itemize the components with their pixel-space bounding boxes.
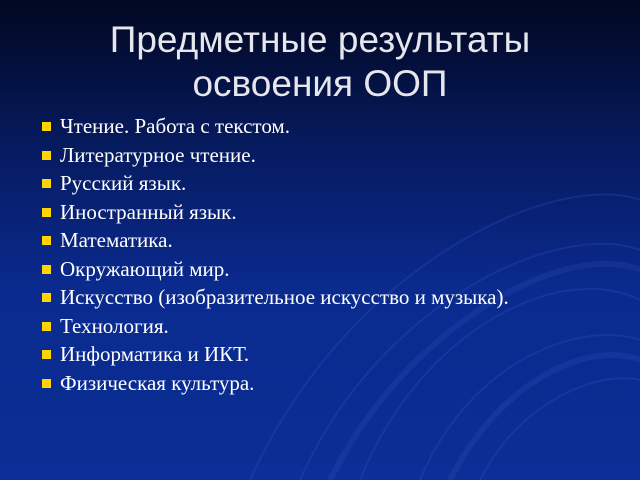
list-item <box>40 370 600 395</box>
list-item-text: Окружающий мир. <box>60 256 230 281</box>
square-bullet-icon <box>42 122 51 131</box>
slide-title-line1: Предметные результаты <box>109 19 531 60</box>
square-bullet-icon <box>42 293 51 302</box>
list-item <box>40 142 600 167</box>
list-item <box>40 199 600 224</box>
square-bullet-icon <box>42 151 51 160</box>
list-item <box>40 173 600 194</box>
list-item-text: Математика. <box>60 228 173 252</box>
list-item-text: Искусство (изобразительное искусство и музыка). <box>60 285 509 309</box>
list-item-text: Иностранный язык. <box>60 199 237 224</box>
list-item <box>40 256 600 281</box>
slide-title-line2: освоения ООП <box>192 63 448 104</box>
square-bullet-icon <box>42 179 51 188</box>
list-item-text: Информатика и ИКТ. <box>60 342 250 366</box>
list-item <box>40 344 600 365</box>
square-bullet-icon <box>42 350 51 359</box>
square-bullet-icon <box>42 208 51 217</box>
list-item-text: Чтение. Работа с текстом. <box>60 114 290 138</box>
square-bullet-icon <box>42 265 51 274</box>
list-item <box>40 230 600 251</box>
square-bullet-icon <box>42 236 51 245</box>
list-item-text: Русский язык. <box>60 171 187 195</box>
list-item-text: Литературное чтение. <box>60 142 256 167</box>
list-item <box>40 116 600 137</box>
square-bullet-icon <box>42 322 51 331</box>
square-bullet-icon <box>42 379 51 388</box>
subject-results-list <box>40 116 600 401</box>
list-item-text: Технология. <box>60 313 169 338</box>
list-item <box>40 287 600 308</box>
list-item <box>40 313 600 338</box>
list-item-text: Физическая культура. <box>60 370 255 395</box>
slide-title <box>0 18 640 106</box>
